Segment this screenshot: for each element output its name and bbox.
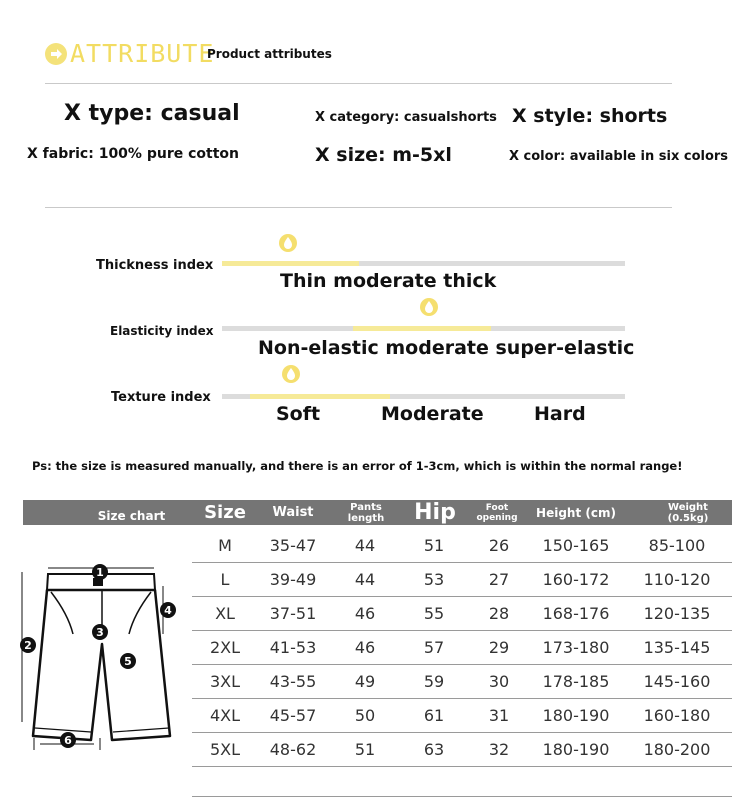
cell-hip: 55 (423, 603, 445, 623)
cell-waist: 37-51 (269, 603, 317, 623)
cell-height: 180-190 (542, 739, 610, 759)
section-title: ATTRIBUTE (70, 39, 215, 68)
cell-pants-length: 44 (354, 569, 376, 589)
cell-size: 2XL (209, 637, 241, 657)
marker-1: 1 (92, 564, 108, 580)
cell-height: 180-190 (542, 705, 610, 725)
header-pants-length: Pants length (347, 501, 385, 524)
cell-foot-opening: 28 (488, 603, 510, 623)
header-waist: Waist (272, 505, 314, 520)
attr-size: X size: m-5xl (315, 144, 452, 166)
table-row (192, 562, 732, 597)
cell-pants-length: 50 (354, 705, 376, 725)
index-option-hard: Hard (534, 403, 586, 425)
index-track (222, 326, 625, 331)
cell-hip: 51 (423, 535, 445, 555)
index-track (222, 394, 625, 399)
measurement-note: Ps: the size is measured manually, and there is an error of 1-3cm, which is within the normal range! (32, 459, 683, 473)
cell-waist: 35-47 (269, 535, 317, 555)
cell-size: XL (215, 603, 235, 623)
cell-foot-opening: 27 (488, 569, 510, 589)
cell-foot-opening: 32 (488, 739, 510, 759)
index-fill (250, 394, 390, 399)
marker-6: 6 (60, 732, 76, 748)
cell-pants-length: 51 (354, 739, 376, 759)
cell-waist: 45-57 (269, 705, 317, 725)
attr-type: X type: casual (64, 101, 240, 126)
attr-category: X category: casualshorts (315, 110, 497, 125)
index-fill (353, 326, 491, 331)
table-row (192, 732, 732, 767)
cell-foot-opening: 26 (488, 535, 510, 555)
marker-icon (279, 234, 297, 252)
header-height: Height (cm) (536, 505, 616, 520)
table-row (192, 698, 732, 733)
cell-height: 178-185 (542, 671, 610, 691)
cell-weight: 145-160 (643, 671, 711, 691)
section-subtitle: Product attributes (207, 47, 332, 61)
divider (45, 83, 672, 84)
divider (45, 207, 672, 208)
marker-3: 3 (92, 624, 108, 640)
cell-waist: 39-49 (269, 569, 317, 589)
shorts-illustration (16, 560, 186, 750)
cell-pants-length: 49 (354, 671, 376, 691)
cell-hip: 61 (423, 705, 445, 725)
index-track (222, 261, 625, 266)
cell-weight: 180-200 (643, 739, 711, 759)
cell-size: L (220, 569, 230, 589)
index-label: Thickness index (96, 258, 214, 273)
index-options: Non-elastic moderate super-elastic (258, 337, 635, 359)
cell-size: 4XL (209, 705, 241, 725)
cell-foot-opening: 30 (488, 671, 510, 691)
divider (192, 796, 732, 797)
index-option-moderate: Moderate (381, 403, 484, 425)
cell-weight: 120-135 (643, 603, 711, 623)
table-row (192, 630, 732, 665)
index-label: Elasticity index (110, 324, 214, 338)
attr-color: X color: available in six colors (509, 149, 729, 164)
cell-waist: 48-62 (269, 739, 317, 759)
cell-hip: 57 (423, 637, 445, 657)
index-option-soft: Soft (276, 403, 321, 425)
index-fill (222, 261, 359, 266)
cell-hip: 63 (423, 739, 445, 759)
cell-foot-opening: 29 (488, 637, 510, 657)
cell-pants-length: 46 (354, 637, 376, 657)
attr-style: X style: shorts (512, 105, 668, 127)
cell-weight: 160-180 (643, 705, 711, 725)
cell-foot-opening: 31 (488, 705, 510, 725)
header-hip: Hip (414, 500, 456, 525)
index-options: Thin moderate thick (280, 270, 497, 292)
cell-height: 168-176 (542, 603, 610, 623)
cell-size: 3XL (209, 671, 241, 691)
size-table-header (23, 500, 732, 525)
cell-waist: 43-55 (269, 671, 317, 691)
marker-2: 2 (20, 637, 36, 653)
cell-height: 150-165 (542, 535, 610, 555)
marker-icon (282, 365, 300, 383)
cell-hip: 53 (423, 569, 445, 589)
header-weight: Weight (0.5kg) (667, 501, 709, 524)
header-size-chart: Size chart (97, 508, 166, 523)
table-row (192, 664, 732, 699)
cell-height: 173-180 (542, 637, 610, 657)
table-row (192, 596, 732, 631)
marker-icon (420, 298, 438, 316)
cell-waist: 41-53 (269, 637, 317, 657)
cell-weight: 110-120 (643, 569, 711, 589)
cell-weight: 85-100 (648, 535, 706, 555)
cell-hip: 59 (423, 671, 445, 691)
cell-weight: 135-145 (643, 637, 711, 657)
header-foot-opening: Foot opening (476, 502, 518, 523)
table-row (192, 528, 732, 563)
cell-height: 160-172 (542, 569, 610, 589)
marker-5: 5 (120, 653, 136, 669)
header-size: Size (204, 502, 246, 523)
cell-size: 5XL (209, 739, 241, 759)
marker-4: 4 (160, 602, 176, 618)
cell-pants-length: 44 (354, 535, 376, 555)
index-label: Texture index (111, 390, 211, 405)
attribute-icon (45, 43, 67, 65)
shorts-measurement-diagram (16, 560, 186, 750)
cell-size: M (218, 535, 232, 555)
cell-pants-length: 46 (354, 603, 376, 623)
attr-fabric: X fabric: 100% pure cotton (27, 146, 239, 162)
